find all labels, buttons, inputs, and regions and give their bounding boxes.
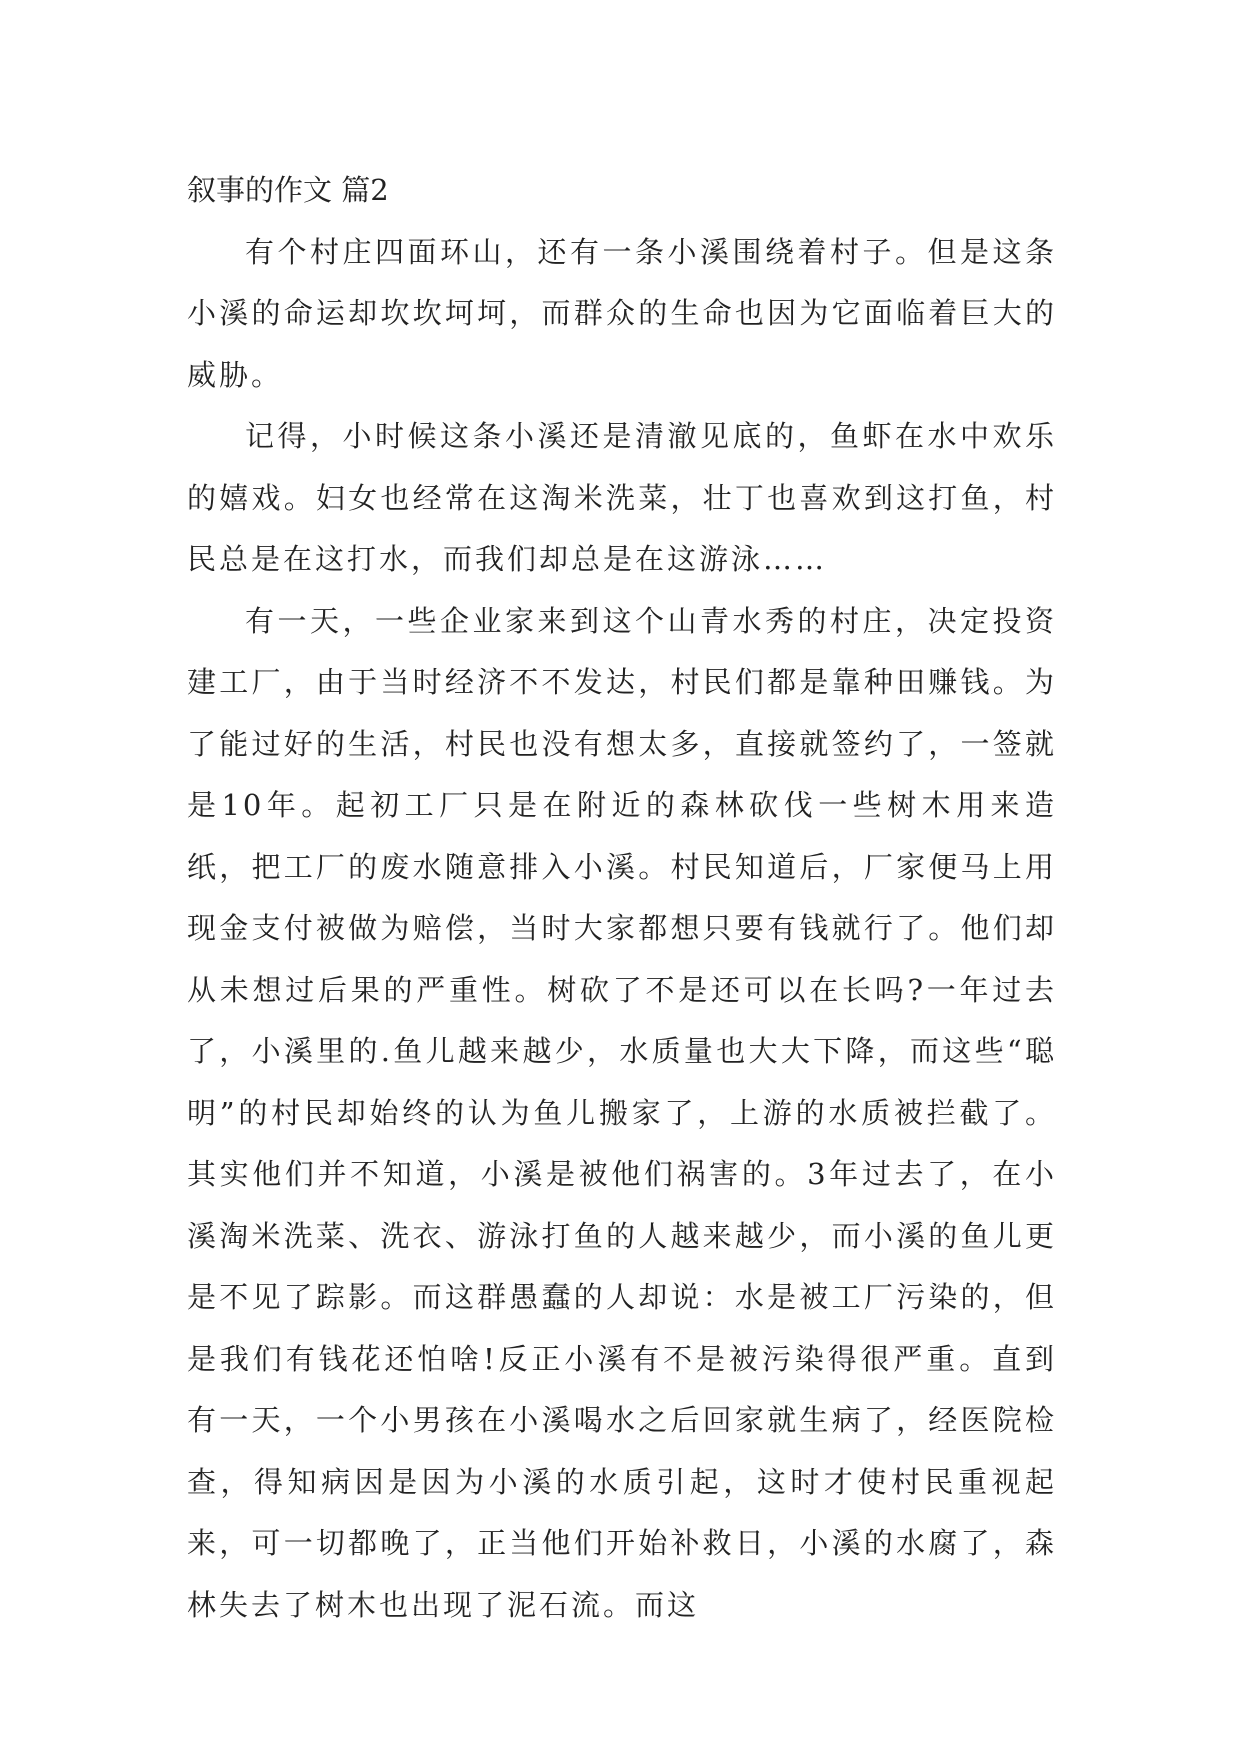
document-title: 叙事的作文 篇2 <box>187 173 389 207</box>
document-body <box>187 160 1057 1636</box>
paragraph-1: 有个村庄四面环山，还有一条小溪围绕着村子。但是这条小溪的命运却坎坎坷坷，而群众的生命也因为它面临着巨大的威胁。 <box>187 234 1057 392</box>
paragraph-2: 记得，小时候这条小溪还是清澈见底的，鱼虾在水中欢乐的嬉戏。妇女也经常在这淘米洗菜，壮丁也喜欢到这打鱼，村民总是在这打水，而我们却总是在这游泳…… <box>187 419 1057 576</box>
paragraph-3: 有一天，一些企业家来到这个山青水秀的村庄，决定投资建工厂，由于当时经济不不发达，村民们都是靠种田赚钱。为了能过好的生活，村民也没有想太多，直接就签约了，一签就是10年。起初工厂只是在附近的森林砍伐一些树木用来造纸，把工厂的废水随意排入小溪。村民知道后，厂家便马上用现金支付被做为赔偿，当时大家都想只要有钱就行了。他们却从未想过后果的严重性。树砍了不是还可以在长吗?一年过去了，小溪里的.鱼儿越来越少，水质量也大大下降，而这些“聪明”的村民却始终的认为鱼儿搬家了，上游的水质被拦截了。其实他们并不知道，小溪是被他们祸害的。3年过去了，在小溪淘米洗菜、洗衣、游泳打鱼的人越来越少，而小溪的鱼儿更是不见了踪影。而这群愚蠢的人却说：水是被工厂污染的，但是我们有钱花还怕啥!反正小溪有不是被污染得很严重。直到有一天，一个小男孩在小溪喝水之后回家就生病了，经医院检查，得知病因是因为小溪的水质引起，这时才使村民重视起来，可一切都晚了，正当他们开始补救日，小溪的水腐了，森林失去了树木也出现了泥石流。而这 <box>187 603 1057 1622</box>
